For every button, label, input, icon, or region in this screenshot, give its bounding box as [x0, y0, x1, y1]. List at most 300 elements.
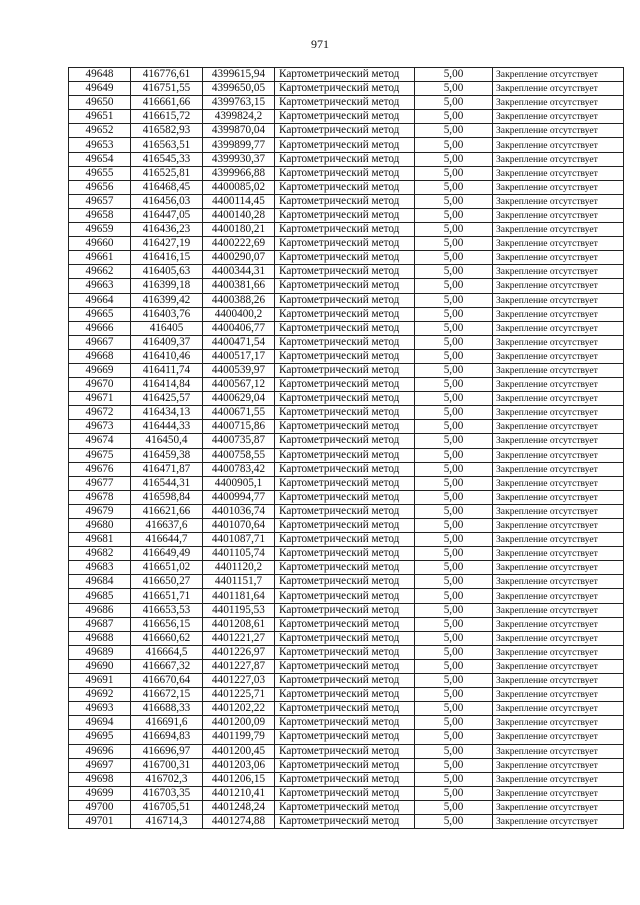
- y-coordinate-cell: 4401227,03: [203, 674, 275, 688]
- y-coordinate-cell: 4400290,07: [203, 251, 275, 265]
- point-number-cell: 49696: [69, 744, 131, 758]
- note-cell: Закрепление отсутствует: [493, 223, 624, 237]
- x-coordinate-cell: 416653,53: [131, 603, 203, 617]
- x-coordinate-cell: 416414,84: [131, 378, 203, 392]
- y-coordinate-cell: 4400735,87: [203, 434, 275, 448]
- x-coordinate-cell: 416403,76: [131, 307, 203, 321]
- note-cell: Закрепление отсутствует: [493, 138, 624, 152]
- y-coordinate-cell: 4400140,28: [203, 208, 275, 222]
- method-cell: Картометрический метод: [275, 814, 415, 828]
- accuracy-cell: 5,00: [415, 68, 493, 82]
- accuracy-cell: 5,00: [415, 575, 493, 589]
- y-coordinate-cell: 4401202,22: [203, 702, 275, 716]
- y-coordinate-cell: 4400388,26: [203, 293, 275, 307]
- table-row: [69, 293, 624, 307]
- accuracy-cell: 5,00: [415, 674, 493, 688]
- y-coordinate-cell: 4399763,15: [203, 96, 275, 110]
- accuracy-cell: 5,00: [415, 208, 493, 222]
- point-number-cell: 49698: [69, 772, 131, 786]
- x-coordinate-cell: 416714,3: [131, 814, 203, 828]
- method-cell: Картометрический метод: [275, 152, 415, 166]
- method-cell: Картометрический метод: [275, 688, 415, 702]
- method-cell: Картометрический метод: [275, 490, 415, 504]
- table-row: [69, 730, 624, 744]
- point-number-cell: 49691: [69, 674, 131, 688]
- accuracy-cell: 5,00: [415, 166, 493, 180]
- point-number-cell: 49657: [69, 194, 131, 208]
- y-coordinate-cell: 4400400,2: [203, 307, 275, 321]
- y-coordinate-cell: 4401195,53: [203, 603, 275, 617]
- accuracy-cell: 5,00: [415, 265, 493, 279]
- method-cell: Картометрический метод: [275, 96, 415, 110]
- y-coordinate-cell: 4400783,42: [203, 462, 275, 476]
- point-number-cell: 49682: [69, 547, 131, 561]
- y-coordinate-cell: 4401199,79: [203, 730, 275, 744]
- point-number-cell: 49679: [69, 504, 131, 518]
- note-cell: Закрепление отсутствует: [493, 519, 624, 533]
- method-cell: Картометрический метод: [275, 434, 415, 448]
- point-number-cell: 49669: [69, 363, 131, 377]
- method-cell: Картометрический метод: [275, 307, 415, 321]
- table-row: [69, 180, 624, 194]
- y-coordinate-cell: 4401200,45: [203, 744, 275, 758]
- method-cell: Картометрический метод: [275, 378, 415, 392]
- table-row: [69, 448, 624, 462]
- accuracy-cell: 5,00: [415, 420, 493, 434]
- x-coordinate-cell: 416644,7: [131, 533, 203, 547]
- method-cell: Картометрический метод: [275, 406, 415, 420]
- note-cell: Закрепление отсутствует: [493, 265, 624, 279]
- accuracy-cell: 5,00: [415, 363, 493, 377]
- x-coordinate-cell: 416416,15: [131, 251, 203, 265]
- point-number-cell: 49680: [69, 519, 131, 533]
- accuracy-cell: 5,00: [415, 716, 493, 730]
- method-cell: Картометрический метод: [275, 180, 415, 194]
- x-coordinate-cell: 416456,03: [131, 194, 203, 208]
- method-cell: Картометрический метод: [275, 758, 415, 772]
- table-row: [69, 321, 624, 335]
- method-cell: Картометрический метод: [275, 420, 415, 434]
- accuracy-cell: 5,00: [415, 237, 493, 251]
- point-number-cell: 49655: [69, 166, 131, 180]
- table-row: [69, 392, 624, 406]
- accuracy-cell: 5,00: [415, 321, 493, 335]
- point-number-cell: 49660: [69, 237, 131, 251]
- y-coordinate-cell: 4401274,88: [203, 814, 275, 828]
- table-row: [69, 561, 624, 575]
- method-cell: Картометрический метод: [275, 744, 415, 758]
- table-row: [69, 152, 624, 166]
- note-cell: Закрепление отсутствует: [493, 208, 624, 222]
- method-cell: Картометрический метод: [275, 800, 415, 814]
- method-cell: Картометрический метод: [275, 237, 415, 251]
- accuracy-cell: 5,00: [415, 645, 493, 659]
- point-number-cell: 49652: [69, 124, 131, 138]
- table-row: [69, 519, 624, 533]
- accuracy-cell: 5,00: [415, 800, 493, 814]
- table-row: [69, 335, 624, 349]
- y-coordinate-cell: 4400471,54: [203, 335, 275, 349]
- note-cell: Закрепление отсутствует: [493, 772, 624, 786]
- point-number-cell: 49681: [69, 533, 131, 547]
- x-coordinate-cell: 416447,05: [131, 208, 203, 222]
- table-row: [69, 702, 624, 716]
- method-cell: Картометрический метод: [275, 533, 415, 547]
- point-number-cell: 49685: [69, 589, 131, 603]
- x-coordinate-cell: 416672,15: [131, 688, 203, 702]
- note-cell: Закрепление отсутствует: [493, 406, 624, 420]
- y-coordinate-cell: 4401087,71: [203, 533, 275, 547]
- note-cell: Закрепление отсутствует: [493, 800, 624, 814]
- method-cell: Картометрический метод: [275, 335, 415, 349]
- coordinates-table-body: [69, 68, 624, 829]
- y-coordinate-cell: 4400567,12: [203, 378, 275, 392]
- table-row: [69, 504, 624, 518]
- x-coordinate-cell: 416691,6: [131, 716, 203, 730]
- note-cell: Закрепление отсутствует: [493, 279, 624, 293]
- method-cell: Картометрический метод: [275, 208, 415, 222]
- x-coordinate-cell: 416450,4: [131, 434, 203, 448]
- table-row: [69, 251, 624, 265]
- y-coordinate-cell: 4400114,45: [203, 194, 275, 208]
- x-coordinate-cell: 416688,33: [131, 702, 203, 716]
- accuracy-cell: 5,00: [415, 378, 493, 392]
- page-number: 971: [311, 37, 329, 51]
- accuracy-cell: 5,00: [415, 476, 493, 490]
- accuracy-cell: 5,00: [415, 533, 493, 547]
- y-coordinate-cell: 4400517,17: [203, 349, 275, 363]
- table-row: [69, 758, 624, 772]
- x-coordinate-cell: 416434,13: [131, 406, 203, 420]
- note-cell: Закрепление отсутствует: [493, 786, 624, 800]
- y-coordinate-cell: 4400344,31: [203, 265, 275, 279]
- accuracy-cell: 5,00: [415, 180, 493, 194]
- accuracy-cell: 5,00: [415, 631, 493, 645]
- coordinates-table: [68, 67, 624, 829]
- method-cell: Картометрический метод: [275, 476, 415, 490]
- method-cell: Картометрический метод: [275, 589, 415, 603]
- point-number-cell: 49661: [69, 251, 131, 265]
- note-cell: Закрепление отсутствует: [493, 674, 624, 688]
- point-number-cell: 49677: [69, 476, 131, 490]
- point-number-cell: 49658: [69, 208, 131, 222]
- x-coordinate-cell: 416399,42: [131, 293, 203, 307]
- table-row: [69, 533, 624, 547]
- note-cell: Закрепление отсутствует: [493, 561, 624, 575]
- table-row: [69, 476, 624, 490]
- table-row: [69, 814, 624, 828]
- table-row: [69, 237, 624, 251]
- method-cell: Картометрический метод: [275, 519, 415, 533]
- accuracy-cell: 5,00: [415, 758, 493, 772]
- x-coordinate-cell: 416410,46: [131, 349, 203, 363]
- note-cell: Закрепление отсутствует: [493, 321, 624, 335]
- y-coordinate-cell: 4400994,77: [203, 490, 275, 504]
- note-cell: Закрепление отсутствует: [493, 702, 624, 716]
- method-cell: Картометрический метод: [275, 138, 415, 152]
- x-coordinate-cell: 416649,49: [131, 547, 203, 561]
- x-coordinate-cell: 416637,6: [131, 519, 203, 533]
- y-coordinate-cell: 4400222,69: [203, 237, 275, 251]
- note-cell: Закрепление отсутствует: [493, 575, 624, 589]
- method-cell: Картометрический метод: [275, 223, 415, 237]
- method-cell: Картометрический метод: [275, 716, 415, 730]
- note-cell: Закрепление отсутствует: [493, 180, 624, 194]
- method-cell: Картометрический метод: [275, 462, 415, 476]
- x-coordinate-cell: 416751,55: [131, 82, 203, 96]
- method-cell: Картометрический метод: [275, 645, 415, 659]
- table-row: [69, 82, 624, 96]
- accuracy-cell: 5,00: [415, 617, 493, 631]
- table-row: [69, 208, 624, 222]
- accuracy-cell: 5,00: [415, 82, 493, 96]
- method-cell: Картометрический метод: [275, 603, 415, 617]
- x-coordinate-cell: 416405,63: [131, 265, 203, 279]
- x-coordinate-cell: 416660,62: [131, 631, 203, 645]
- point-number-cell: 49683: [69, 561, 131, 575]
- accuracy-cell: 5,00: [415, 110, 493, 124]
- method-cell: Картометрический метод: [275, 504, 415, 518]
- accuracy-cell: 5,00: [415, 279, 493, 293]
- point-number-cell: 49694: [69, 716, 131, 730]
- method-cell: Картометрический метод: [275, 82, 415, 96]
- accuracy-cell: 5,00: [415, 223, 493, 237]
- accuracy-cell: 5,00: [415, 504, 493, 518]
- y-coordinate-cell: 4399966,88: [203, 166, 275, 180]
- table-row: [69, 124, 624, 138]
- point-number-cell: 49699: [69, 786, 131, 800]
- accuracy-cell: 5,00: [415, 96, 493, 110]
- method-cell: Картометрический метод: [275, 631, 415, 645]
- point-number-cell: 49653: [69, 138, 131, 152]
- y-coordinate-cell: 4400629,04: [203, 392, 275, 406]
- note-cell: Закрепление отсутствует: [493, 293, 624, 307]
- x-coordinate-cell: 416563,51: [131, 138, 203, 152]
- point-number-cell: 49672: [69, 406, 131, 420]
- method-cell: Картометрический метод: [275, 772, 415, 786]
- point-number-cell: 49701: [69, 814, 131, 828]
- method-cell: Картометрический метод: [275, 251, 415, 265]
- note-cell: Закрепление отсутствует: [493, 237, 624, 251]
- table-row: [69, 194, 624, 208]
- point-number-cell: 49662: [69, 265, 131, 279]
- y-coordinate-cell: 4401221,27: [203, 631, 275, 645]
- accuracy-cell: 5,00: [415, 138, 493, 152]
- accuracy-cell: 5,00: [415, 448, 493, 462]
- note-cell: Закрепление отсутствует: [493, 194, 624, 208]
- point-number-cell: 49651: [69, 110, 131, 124]
- point-number-cell: 49689: [69, 645, 131, 659]
- note-cell: Закрепление отсутствует: [493, 363, 624, 377]
- x-coordinate-cell: 416621,66: [131, 504, 203, 518]
- x-coordinate-cell: 416545,33: [131, 152, 203, 166]
- table-row: [69, 674, 624, 688]
- y-coordinate-cell: 4399650,05: [203, 82, 275, 96]
- method-cell: Картометрический метод: [275, 279, 415, 293]
- accuracy-cell: 5,00: [415, 194, 493, 208]
- point-number-cell: 49654: [69, 152, 131, 166]
- method-cell: Картометрический метод: [275, 702, 415, 716]
- point-number-cell: 49650: [69, 96, 131, 110]
- y-coordinate-cell: 4401120,2: [203, 561, 275, 575]
- table-row: [69, 420, 624, 434]
- x-coordinate-cell: 416399,18: [131, 279, 203, 293]
- y-coordinate-cell: 4400381,66: [203, 279, 275, 293]
- method-cell: Картометрический метод: [275, 293, 415, 307]
- x-coordinate-cell: 416670,64: [131, 674, 203, 688]
- method-cell: Картометрический метод: [275, 547, 415, 561]
- x-coordinate-cell: 416459,38: [131, 448, 203, 462]
- table-row: [69, 772, 624, 786]
- method-cell: Картометрический метод: [275, 363, 415, 377]
- method-cell: Картометрический метод: [275, 321, 415, 335]
- point-number-cell: 49700: [69, 800, 131, 814]
- y-coordinate-cell: 4401070,64: [203, 519, 275, 533]
- x-coordinate-cell: 416409,37: [131, 335, 203, 349]
- y-coordinate-cell: 4400085,02: [203, 180, 275, 194]
- note-cell: Закрепление отсутствует: [493, 124, 624, 138]
- x-coordinate-cell: 416425,57: [131, 392, 203, 406]
- method-cell: Картометрический метод: [275, 786, 415, 800]
- note-cell: Закрепление отсутствует: [493, 68, 624, 82]
- table-row: [69, 223, 624, 237]
- y-coordinate-cell: 4400758,55: [203, 448, 275, 462]
- x-coordinate-cell: 416436,23: [131, 223, 203, 237]
- accuracy-cell: 5,00: [415, 814, 493, 828]
- x-coordinate-cell: 416651,71: [131, 589, 203, 603]
- x-coordinate-cell: 416661,66: [131, 96, 203, 110]
- table-row: [69, 800, 624, 814]
- table-row: [69, 68, 624, 82]
- x-coordinate-cell: 416703,35: [131, 786, 203, 800]
- accuracy-cell: 5,00: [415, 490, 493, 504]
- accuracy-cell: 5,00: [415, 335, 493, 349]
- note-cell: Закрепление отсутствует: [493, 688, 624, 702]
- note-cell: Закрепление отсутствует: [493, 307, 624, 321]
- y-coordinate-cell: 4400905,1: [203, 476, 275, 490]
- table-row: [69, 688, 624, 702]
- y-coordinate-cell: 4400180,21: [203, 223, 275, 237]
- table-row: [69, 659, 624, 673]
- note-cell: Закрепление отсутствует: [493, 814, 624, 828]
- table-row: [69, 786, 624, 800]
- accuracy-cell: 5,00: [415, 772, 493, 786]
- point-number-cell: 49686: [69, 603, 131, 617]
- table-row: [69, 363, 624, 377]
- y-coordinate-cell: 4401248,24: [203, 800, 275, 814]
- accuracy-cell: 5,00: [415, 293, 493, 307]
- note-cell: Закрепление отсутствует: [493, 349, 624, 363]
- point-number-cell: 49656: [69, 180, 131, 194]
- accuracy-cell: 5,00: [415, 603, 493, 617]
- accuracy-cell: 5,00: [415, 462, 493, 476]
- accuracy-cell: 5,00: [415, 702, 493, 716]
- table-row: [69, 434, 624, 448]
- y-coordinate-cell: 4400671,55: [203, 406, 275, 420]
- table-row: [69, 307, 624, 321]
- x-coordinate-cell: 416664,5: [131, 645, 203, 659]
- note-cell: Закрепление отсутствует: [493, 645, 624, 659]
- method-cell: Картометрический метод: [275, 617, 415, 631]
- table-row: [69, 547, 624, 561]
- point-number-cell: 49697: [69, 758, 131, 772]
- table-row: [69, 378, 624, 392]
- x-coordinate-cell: 416598,84: [131, 490, 203, 504]
- y-coordinate-cell: 4401200,09: [203, 716, 275, 730]
- x-coordinate-cell: 416705,51: [131, 800, 203, 814]
- table-row: [69, 744, 624, 758]
- point-number-cell: 49676: [69, 462, 131, 476]
- note-cell: Закрепление отсутствует: [493, 462, 624, 476]
- x-coordinate-cell: 416411,74: [131, 363, 203, 377]
- point-number-cell: 49674: [69, 434, 131, 448]
- method-cell: Картометрический метод: [275, 265, 415, 279]
- point-number-cell: 49678: [69, 490, 131, 504]
- point-number-cell: 49670: [69, 378, 131, 392]
- point-number-cell: 49649: [69, 82, 131, 96]
- note-cell: Закрепление отсутствует: [493, 744, 624, 758]
- table-row: [69, 110, 624, 124]
- x-coordinate-cell: 416544,31: [131, 476, 203, 490]
- x-coordinate-cell: 416525,81: [131, 166, 203, 180]
- x-coordinate-cell: 416696,97: [131, 744, 203, 758]
- accuracy-cell: 5,00: [415, 519, 493, 533]
- method-cell: Картометрический метод: [275, 392, 415, 406]
- x-coordinate-cell: 416702,3: [131, 772, 203, 786]
- point-number-cell: 49667: [69, 335, 131, 349]
- note-cell: Закрепление отсутствует: [493, 631, 624, 645]
- note-cell: Закрепление отсутствует: [493, 434, 624, 448]
- y-coordinate-cell: 4401036,74: [203, 504, 275, 518]
- accuracy-cell: 5,00: [415, 659, 493, 673]
- note-cell: Закрепление отсутствует: [493, 730, 624, 744]
- note-cell: Закрепление отсутствует: [493, 420, 624, 434]
- method-cell: Картометрический метод: [275, 561, 415, 575]
- note-cell: Закрепление отсутствует: [493, 589, 624, 603]
- x-coordinate-cell: 416694,83: [131, 730, 203, 744]
- accuracy-cell: 5,00: [415, 434, 493, 448]
- point-number-cell: 49692: [69, 688, 131, 702]
- method-cell: Картометрический метод: [275, 659, 415, 673]
- accuracy-cell: 5,00: [415, 589, 493, 603]
- accuracy-cell: 5,00: [415, 561, 493, 575]
- note-cell: Закрепление отсутствует: [493, 251, 624, 265]
- table-row: [69, 575, 624, 589]
- x-coordinate-cell: 416468,45: [131, 180, 203, 194]
- table-row: [69, 603, 624, 617]
- table-row: [69, 589, 624, 603]
- accuracy-cell: 5,00: [415, 730, 493, 744]
- note-cell: Закрепление отсутствует: [493, 533, 624, 547]
- accuracy-cell: 5,00: [415, 744, 493, 758]
- table-row: [69, 716, 624, 730]
- x-coordinate-cell: 416582,93: [131, 124, 203, 138]
- y-coordinate-cell: 4399870,04: [203, 124, 275, 138]
- table-row: [69, 406, 624, 420]
- note-cell: Закрепление отсутствует: [493, 716, 624, 730]
- accuracy-cell: 5,00: [415, 547, 493, 561]
- y-coordinate-cell: 4401151,7: [203, 575, 275, 589]
- note-cell: Закрепление отсутствует: [493, 490, 624, 504]
- table-row: [69, 349, 624, 363]
- point-number-cell: 49684: [69, 575, 131, 589]
- method-cell: Картометрический метод: [275, 674, 415, 688]
- note-cell: Закрепление отсутствует: [493, 378, 624, 392]
- x-coordinate-cell: 416656,15: [131, 617, 203, 631]
- note-cell: Закрепление отсутствует: [493, 335, 624, 349]
- accuracy-cell: 5,00: [415, 307, 493, 321]
- x-coordinate-cell: 416615,72: [131, 110, 203, 124]
